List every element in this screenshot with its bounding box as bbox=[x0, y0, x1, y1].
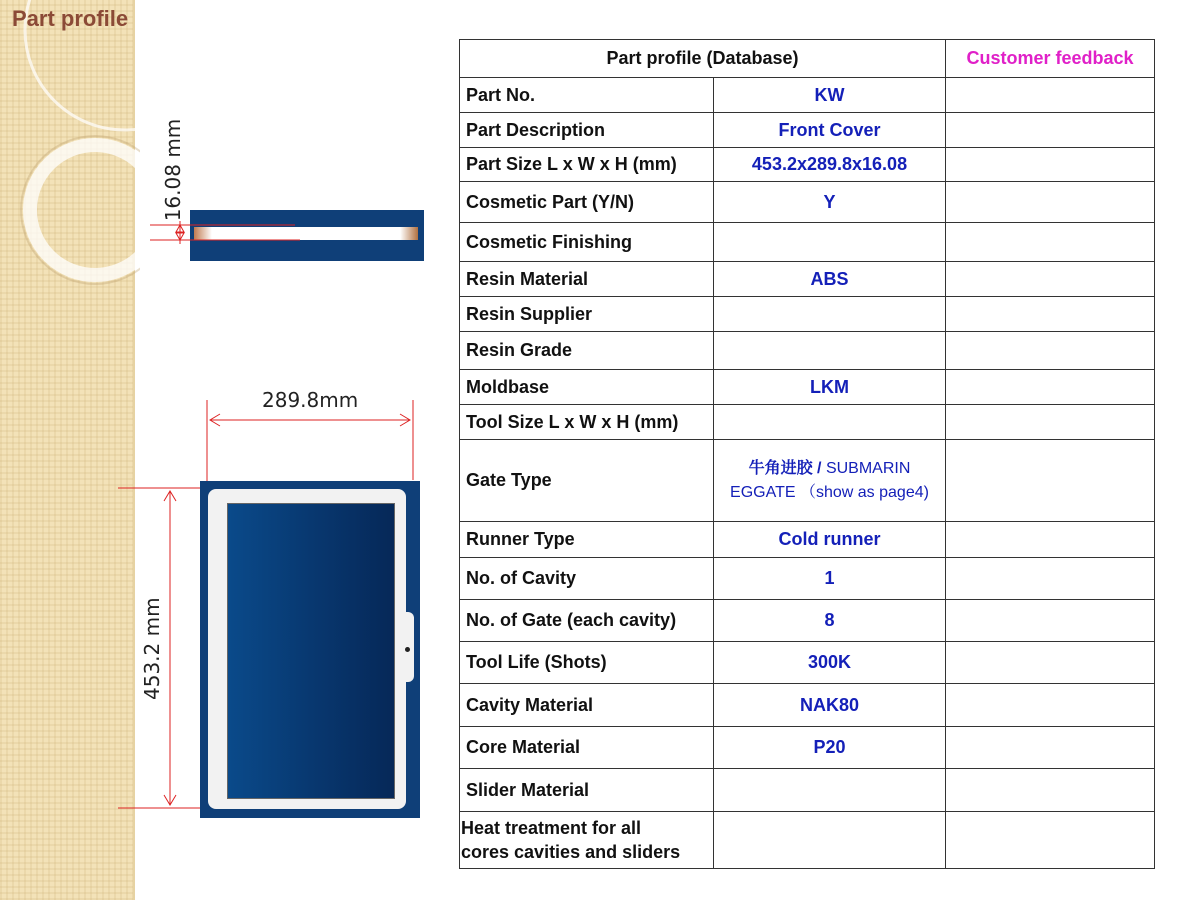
row-label: Cavity Material bbox=[460, 684, 714, 727]
table-row bbox=[460, 522, 1155, 558]
page-title: Part profile bbox=[12, 6, 129, 31]
table-row bbox=[460, 600, 1155, 642]
row-value: P20 bbox=[714, 727, 946, 769]
width-dimension-label: 289.8mm bbox=[262, 388, 359, 412]
row-value bbox=[714, 332, 946, 370]
gate-type-separator: / bbox=[812, 459, 826, 477]
row-label: Core Material bbox=[460, 727, 714, 769]
row-label: Tool Life (Shots) bbox=[460, 642, 714, 684]
feedback-cell bbox=[946, 370, 1155, 405]
feedback-cell bbox=[946, 727, 1155, 769]
feedback-cell bbox=[946, 600, 1155, 642]
part-profile-table bbox=[459, 39, 1155, 869]
gate-type-cn: 牛角进胶 bbox=[748, 459, 813, 477]
row-value: Front Cover bbox=[714, 113, 946, 148]
row-label: Cosmetic Part (Y/N) bbox=[460, 182, 714, 223]
table-row bbox=[460, 684, 1155, 727]
row-label-multiline bbox=[460, 812, 714, 869]
row-label: Gate Type bbox=[460, 440, 714, 522]
table-row bbox=[460, 297, 1155, 332]
row-label: Moldbase bbox=[460, 370, 714, 405]
feedback-cell bbox=[946, 684, 1155, 727]
row-label: Runner Type bbox=[460, 522, 714, 558]
feedback-cell bbox=[946, 182, 1155, 223]
row-label: Part No. bbox=[460, 78, 714, 113]
feedback-cell bbox=[946, 558, 1155, 600]
row-value bbox=[714, 223, 946, 262]
row-value: 8 bbox=[714, 600, 946, 642]
decorative-rings bbox=[0, 0, 140, 300]
row-value: 300K bbox=[714, 642, 946, 684]
row-value bbox=[714, 405, 946, 440]
feedback-cell bbox=[946, 332, 1155, 370]
row-label: No. of Cavity bbox=[460, 558, 714, 600]
row-value bbox=[714, 769, 946, 812]
feedback-cell bbox=[946, 642, 1155, 684]
gate-type-line2: EGGATE （show as page4) bbox=[730, 483, 929, 501]
feedback-cell bbox=[946, 262, 1155, 297]
table-row bbox=[460, 262, 1155, 297]
feedback-cell bbox=[946, 148, 1155, 182]
table-header-row bbox=[460, 40, 1155, 78]
row-label: Resin Grade bbox=[460, 332, 714, 370]
feedback-cell bbox=[946, 78, 1155, 113]
row-label-line2: cores cavities and sliders bbox=[461, 842, 681, 862]
feedback-cell bbox=[946, 113, 1155, 148]
row-value: Cold runner bbox=[714, 522, 946, 558]
feedback-cell bbox=[946, 297, 1155, 332]
table-row bbox=[460, 812, 1155, 869]
row-label: Part Size L x W x H (mm) bbox=[460, 148, 714, 182]
table-row bbox=[460, 370, 1155, 405]
row-value bbox=[714, 297, 946, 332]
row-value bbox=[714, 812, 946, 869]
feedback-cell bbox=[946, 769, 1155, 812]
row-value: 453.2x289.8x16.08 bbox=[714, 148, 946, 182]
gate-type-value bbox=[714, 440, 946, 522]
row-label: Tool Size L x W x H (mm) bbox=[460, 405, 714, 440]
row-value: NAK80 bbox=[714, 684, 946, 727]
table-row bbox=[460, 78, 1155, 113]
table-row bbox=[460, 769, 1155, 812]
table-row bbox=[460, 558, 1155, 600]
row-value: KW bbox=[714, 78, 946, 113]
row-label: Slider Material bbox=[460, 769, 714, 812]
row-value: 1 bbox=[714, 558, 946, 600]
feedback-cell bbox=[946, 812, 1155, 869]
table-row bbox=[460, 113, 1155, 148]
table-row bbox=[460, 182, 1155, 223]
table-row bbox=[460, 223, 1155, 262]
thickness-dimension-label: 16.08 mm bbox=[161, 118, 185, 222]
feedback-cell bbox=[946, 522, 1155, 558]
row-label-line1: Heat treatment for all bbox=[461, 818, 642, 838]
table-row bbox=[460, 405, 1155, 440]
table-row bbox=[460, 332, 1155, 370]
row-label: Part Description bbox=[460, 113, 714, 148]
table-row bbox=[460, 440, 1155, 522]
database-column-header: Part profile (Database) bbox=[460, 40, 946, 78]
gate-type-line1: SUBMARIN bbox=[825, 459, 911, 477]
feedback-cell bbox=[946, 440, 1155, 522]
table-row bbox=[460, 642, 1155, 684]
row-value: Y bbox=[714, 182, 946, 223]
feedback-cell bbox=[946, 405, 1155, 440]
table-row bbox=[460, 727, 1155, 769]
customer-feedback-column-header: Customer feedback bbox=[946, 40, 1155, 78]
feedback-cell bbox=[946, 223, 1155, 262]
length-dimension-label: 453.2 mm bbox=[140, 597, 164, 700]
row-label: Cosmetic Finishing bbox=[460, 223, 714, 262]
row-label: Resin Supplier bbox=[460, 297, 714, 332]
row-value: LKM bbox=[714, 370, 946, 405]
table-row bbox=[460, 148, 1155, 182]
row-label: No. of Gate (each cavity) bbox=[460, 600, 714, 642]
row-label: Resin Material bbox=[460, 262, 714, 297]
row-value: ABS bbox=[714, 262, 946, 297]
